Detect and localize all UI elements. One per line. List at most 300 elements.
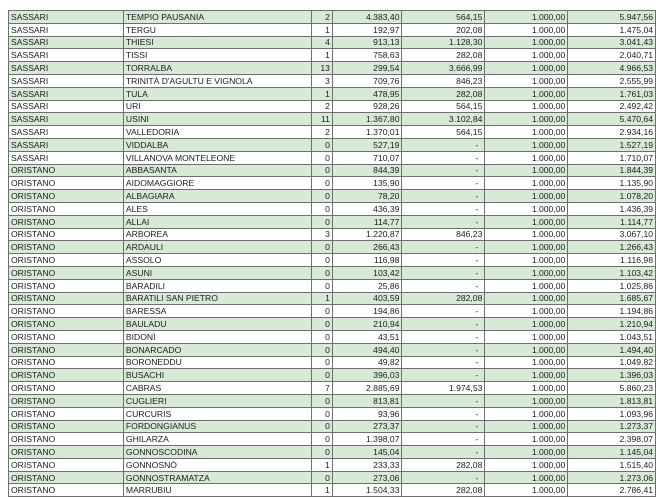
amount-cell: 25,86 — [332, 279, 402, 292]
additional-amount-cell: - — [402, 151, 485, 164]
province-cell: ORISTANO — [9, 330, 124, 343]
table-row — [9, 330, 656, 343]
total-cell: 1.396,03 — [568, 369, 656, 382]
fixed-amount-cell: 1.000,00 — [485, 228, 568, 241]
count-cell: 0 — [312, 420, 333, 433]
province-cell: ORISTANO — [9, 202, 124, 215]
fixed-amount-cell: 1.000,00 — [485, 126, 568, 139]
municipality-cell: ALLAI — [123, 215, 311, 228]
fixed-amount-cell: 1.000,00 — [485, 369, 568, 382]
municipality-cell: FORDONGIANUS — [123, 420, 311, 433]
amount-cell: 1.220,87 — [332, 228, 402, 241]
amount-cell: 233,33 — [332, 458, 402, 471]
total-cell: 1.116,98 — [568, 254, 656, 267]
total-cell: 3.041,43 — [568, 36, 656, 49]
municipality-cell: VALLEDORIA — [123, 126, 311, 139]
count-cell: 0 — [312, 177, 333, 190]
fixed-amount-cell: 1.000,00 — [485, 279, 568, 292]
count-cell: 1 — [312, 87, 333, 100]
additional-amount-cell: - — [402, 407, 485, 420]
total-cell: 1.078,20 — [568, 190, 656, 203]
fixed-amount-cell: 1.000,00 — [485, 138, 568, 151]
count-cell: 0 — [312, 446, 333, 459]
count-cell: 0 — [312, 279, 333, 292]
count-cell: 1 — [312, 458, 333, 471]
amount-cell: 145,04 — [332, 446, 402, 459]
fixed-amount-cell: 1.000,00 — [485, 49, 568, 62]
additional-amount-cell: - — [402, 279, 485, 292]
province-cell: SASSARI — [9, 126, 124, 139]
amount-cell: 273,37 — [332, 420, 402, 433]
table-row — [9, 458, 656, 471]
table-row — [9, 343, 656, 356]
province-cell: ORISTANO — [9, 356, 124, 369]
fixed-amount-cell: 1.000,00 — [485, 177, 568, 190]
municipality-cell: ASUNI — [123, 266, 311, 279]
fixed-amount-cell: 1.000,00 — [485, 420, 568, 433]
additional-amount-cell: - — [402, 241, 485, 254]
amount-cell: 1.398,07 — [332, 433, 402, 446]
province-cell: SASSARI — [9, 36, 124, 49]
count-cell: 0 — [312, 138, 333, 151]
municipality-cell: CUGLIERI — [123, 394, 311, 407]
total-cell: 2.934,16 — [568, 126, 656, 139]
table-row — [9, 11, 656, 24]
count-cell: 1 — [312, 49, 333, 62]
additional-amount-cell: - — [402, 177, 485, 190]
province-cell: ORISTANO — [9, 177, 124, 190]
amount-cell: 478,95 — [332, 87, 402, 100]
amount-cell: 266,43 — [332, 241, 402, 254]
municipality-cell: ALES — [123, 202, 311, 215]
table-row — [9, 74, 656, 87]
fixed-amount-cell: 1.000,00 — [485, 458, 568, 471]
province-cell: ORISTANO — [9, 266, 124, 279]
amount-cell: 527,19 — [332, 138, 402, 151]
municipality-funding-table — [8, 10, 656, 497]
additional-amount-cell: 282,08 — [402, 292, 485, 305]
table-row — [9, 279, 656, 292]
count-cell: 3 — [312, 228, 333, 241]
municipality-cell: TULA — [123, 87, 311, 100]
amount-cell: 758,63 — [332, 49, 402, 62]
count-cell: 1 — [312, 484, 333, 497]
province-cell: SASSARI — [9, 23, 124, 36]
municipality-cell: TERGU — [123, 23, 311, 36]
total-cell: 1.114,77 — [568, 215, 656, 228]
count-cell: 11 — [312, 113, 333, 126]
municipality-cell: TISSI — [123, 49, 311, 62]
municipality-cell: ARDAULI — [123, 241, 311, 254]
count-cell: 0 — [312, 394, 333, 407]
table-row — [9, 62, 656, 75]
additional-amount-cell: - — [402, 318, 485, 331]
fixed-amount-cell: 1.000,00 — [485, 62, 568, 75]
fixed-amount-cell: 1.000,00 — [485, 484, 568, 497]
province-cell: ORISTANO — [9, 279, 124, 292]
total-cell: 2.555,99 — [568, 74, 656, 87]
province-cell: ORISTANO — [9, 241, 124, 254]
total-cell: 1.710,07 — [568, 151, 656, 164]
additional-amount-cell: 3.666,99 — [402, 62, 485, 75]
province-cell: ORISTANO — [9, 215, 124, 228]
total-cell: 1.194,86 — [568, 305, 656, 318]
table-row — [9, 228, 656, 241]
additional-amount-cell: - — [402, 394, 485, 407]
province-cell: ORISTANO — [9, 292, 124, 305]
additional-amount-cell: - — [402, 266, 485, 279]
total-cell: 5.470,64 — [568, 113, 656, 126]
additional-amount-cell: 564,15 — [402, 100, 485, 113]
count-cell: 0 — [312, 151, 333, 164]
amount-cell: 710,07 — [332, 151, 402, 164]
count-cell: 0 — [312, 305, 333, 318]
amount-cell: 813,81 — [332, 394, 402, 407]
total-cell: 2.492,42 — [568, 100, 656, 113]
count-cell: 0 — [312, 356, 333, 369]
additional-amount-cell: - — [402, 446, 485, 459]
count-cell: 1 — [312, 292, 333, 305]
table-row — [9, 369, 656, 382]
table-row — [9, 190, 656, 203]
table-row — [9, 36, 656, 49]
additional-amount-cell: - — [402, 420, 485, 433]
count-cell: 2 — [312, 11, 333, 24]
additional-amount-cell: - — [402, 190, 485, 203]
additional-amount-cell: - — [402, 471, 485, 484]
province-cell: SASSARI — [9, 62, 124, 75]
table-row — [9, 254, 656, 267]
amount-cell: 210,94 — [332, 318, 402, 331]
amount-cell: 103,42 — [332, 266, 402, 279]
municipality-cell: ALBAGIARA — [123, 190, 311, 203]
fixed-amount-cell: 1.000,00 — [485, 305, 568, 318]
additional-amount-cell: - — [402, 164, 485, 177]
total-cell: 3.067,10 — [568, 228, 656, 241]
municipality-cell: ABBASANTA — [123, 164, 311, 177]
amount-cell: 135,90 — [332, 177, 402, 190]
fixed-amount-cell: 1.000,00 — [485, 215, 568, 228]
province-cell: ORISTANO — [9, 190, 124, 203]
province-cell: ORISTANO — [9, 394, 124, 407]
table-row — [9, 100, 656, 113]
fixed-amount-cell: 1.000,00 — [485, 100, 568, 113]
table-row — [9, 177, 656, 190]
total-cell: 1.761,03 — [568, 87, 656, 100]
municipality-cell: BAULADU — [123, 318, 311, 331]
province-cell: ORISTANO — [9, 420, 124, 433]
total-cell: 2.786,41 — [568, 484, 656, 497]
amount-cell: 192,97 — [332, 23, 402, 36]
total-cell: 1.813,81 — [568, 394, 656, 407]
count-cell: 0 — [312, 471, 333, 484]
table-row — [9, 126, 656, 139]
province-cell: ORISTANO — [9, 318, 124, 331]
total-cell: 1.436,39 — [568, 202, 656, 215]
table-row — [9, 215, 656, 228]
province-cell: ORISTANO — [9, 164, 124, 177]
municipality-cell: BUSACHI — [123, 369, 311, 382]
municipality-cell: GONNOSCODINA — [123, 446, 311, 459]
municipality-cell: ASSOLO — [123, 254, 311, 267]
amount-cell: 403,59 — [332, 292, 402, 305]
table-row — [9, 471, 656, 484]
municipality-cell: TEMPIO PAUSANIA — [123, 11, 311, 24]
amount-cell: 2.885,69 — [332, 382, 402, 395]
additional-amount-cell: - — [402, 305, 485, 318]
amount-cell: 116,98 — [332, 254, 402, 267]
table-row — [9, 113, 656, 126]
additional-amount-cell: - — [402, 215, 485, 228]
province-cell: ORISTANO — [9, 343, 124, 356]
additional-amount-cell: 282,08 — [402, 87, 485, 100]
total-cell: 1.103,42 — [568, 266, 656, 279]
table-row — [9, 164, 656, 177]
municipality-cell: ARBOREA — [123, 228, 311, 241]
total-cell: 1.043,51 — [568, 330, 656, 343]
total-cell: 1.266,43 — [568, 241, 656, 254]
province-cell: ORISTANO — [9, 305, 124, 318]
additional-amount-cell: - — [402, 343, 485, 356]
count-cell: 0 — [312, 343, 333, 356]
count-cell: 2 — [312, 126, 333, 139]
additional-amount-cell: 846,23 — [402, 74, 485, 87]
additional-amount-cell: 1.128,30 — [402, 36, 485, 49]
amount-cell: 299,54 — [332, 62, 402, 75]
fixed-amount-cell: 1.000,00 — [485, 36, 568, 49]
amount-cell: 1.504,33 — [332, 484, 402, 497]
municipality-cell: TRINITÀ D'AGULTU E VIGNOLA — [123, 74, 311, 87]
fixed-amount-cell: 1.000,00 — [485, 241, 568, 254]
additional-amount-cell: - — [402, 356, 485, 369]
province-cell: SASSARI — [9, 113, 124, 126]
count-cell: 0 — [312, 202, 333, 215]
fixed-amount-cell: 1.000,00 — [485, 202, 568, 215]
municipality-cell: TORRALBA — [123, 62, 311, 75]
total-cell: 2.040,71 — [568, 49, 656, 62]
total-cell: 2.398,07 — [568, 433, 656, 446]
municipality-cell: GHILARZA — [123, 433, 311, 446]
province-cell: SASSARI — [9, 11, 124, 24]
fixed-amount-cell: 1.000,00 — [485, 446, 568, 459]
count-cell: 0 — [312, 330, 333, 343]
total-cell: 5.947,56 — [568, 11, 656, 24]
total-cell: 4.966,53 — [568, 62, 656, 75]
table-body — [9, 11, 656, 497]
province-cell: SASSARI — [9, 151, 124, 164]
amount-cell: 913,13 — [332, 36, 402, 49]
table-row — [9, 446, 656, 459]
fixed-amount-cell: 1.000,00 — [485, 471, 568, 484]
amount-cell: 436,39 — [332, 202, 402, 215]
fixed-amount-cell: 1.000,00 — [485, 407, 568, 420]
amount-cell: 928,26 — [332, 100, 402, 113]
additional-amount-cell: - — [402, 254, 485, 267]
municipality-cell: USINI — [123, 113, 311, 126]
municipality-cell: URI — [123, 100, 311, 113]
additional-amount-cell: - — [402, 369, 485, 382]
total-cell: 1.475,04 — [568, 23, 656, 36]
fixed-amount-cell: 1.000,00 — [485, 23, 568, 36]
count-cell: 1 — [312, 23, 333, 36]
fixed-amount-cell: 1.000,00 — [485, 318, 568, 331]
additional-amount-cell: - — [402, 202, 485, 215]
municipality-cell: VIDDALBA — [123, 138, 311, 151]
province-cell: ORISTANO — [9, 446, 124, 459]
amount-cell: 43,51 — [332, 330, 402, 343]
municipality-cell: AIDOMAGGIORE — [123, 177, 311, 190]
count-cell: 0 — [312, 190, 333, 203]
additional-amount-cell: - — [402, 330, 485, 343]
amount-cell: 1.367,80 — [332, 113, 402, 126]
additional-amount-cell: 564,15 — [402, 11, 485, 24]
total-cell: 1.844,39 — [568, 164, 656, 177]
amount-cell: 273,06 — [332, 471, 402, 484]
table-row — [9, 87, 656, 100]
additional-amount-cell: 282,08 — [402, 49, 485, 62]
amount-cell: 844,39 — [332, 164, 402, 177]
table-row — [9, 382, 656, 395]
province-cell: SASSARI — [9, 49, 124, 62]
total-cell: 1.273,06 — [568, 471, 656, 484]
fixed-amount-cell: 1.000,00 — [485, 113, 568, 126]
fixed-amount-cell: 1.000,00 — [485, 292, 568, 305]
municipality-cell: BARADILI — [123, 279, 311, 292]
amount-cell: 114,77 — [332, 215, 402, 228]
province-cell: SASSARI — [9, 87, 124, 100]
municipality-cell: GONNOSNÒ — [123, 458, 311, 471]
fixed-amount-cell: 1.000,00 — [485, 382, 568, 395]
count-cell: 4 — [312, 36, 333, 49]
municipality-cell: BONARCADO — [123, 343, 311, 356]
amount-cell: 78,20 — [332, 190, 402, 203]
table-row — [9, 202, 656, 215]
province-cell: ORISTANO — [9, 254, 124, 267]
count-cell: 2 — [312, 100, 333, 113]
fixed-amount-cell: 1.000,00 — [485, 266, 568, 279]
municipality-cell: THIESI — [123, 36, 311, 49]
municipality-cell: BARATILI SAN PIETRO — [123, 292, 311, 305]
municipality-cell: CURCURIS — [123, 407, 311, 420]
municipality-cell: BIDONÌ — [123, 330, 311, 343]
count-cell: 7 — [312, 382, 333, 395]
municipality-cell: MARRUBIU — [123, 484, 311, 497]
amount-cell: 494,40 — [332, 343, 402, 356]
municipality-cell: GONNOSTRAMATZA — [123, 471, 311, 484]
province-cell: ORISTANO — [9, 369, 124, 382]
count-cell: 0 — [312, 318, 333, 331]
amount-cell: 1.370,01 — [332, 126, 402, 139]
amount-cell: 194,86 — [332, 305, 402, 318]
fixed-amount-cell: 1.000,00 — [485, 151, 568, 164]
count-cell: 0 — [312, 433, 333, 446]
total-cell: 1.685,67 — [568, 292, 656, 305]
amount-cell: 49,82 — [332, 356, 402, 369]
province-cell: ORISTANO — [9, 228, 124, 241]
table-row — [9, 305, 656, 318]
total-cell: 1.210,94 — [568, 318, 656, 331]
province-cell: ORISTANO — [9, 382, 124, 395]
count-cell: 0 — [312, 215, 333, 228]
total-cell: 1.135,90 — [568, 177, 656, 190]
fixed-amount-cell: 1.000,00 — [485, 433, 568, 446]
table-row — [9, 23, 656, 36]
additional-amount-cell: 202,08 — [402, 23, 485, 36]
additional-amount-cell: - — [402, 433, 485, 446]
fixed-amount-cell: 1.000,00 — [485, 164, 568, 177]
additional-amount-cell: 846,23 — [402, 228, 485, 241]
table-row — [9, 241, 656, 254]
additional-amount-cell: 282,08 — [402, 484, 485, 497]
municipality-cell: CABRAS — [123, 382, 311, 395]
table-row — [9, 420, 656, 433]
province-cell: ORISTANO — [9, 407, 124, 420]
count-cell: 0 — [312, 407, 333, 420]
table-row — [9, 292, 656, 305]
count-cell: 13 — [312, 62, 333, 75]
fixed-amount-cell: 1.000,00 — [485, 190, 568, 203]
total-cell: 1.494,40 — [568, 343, 656, 356]
table-row — [9, 318, 656, 331]
fixed-amount-cell: 1.000,00 — [485, 74, 568, 87]
municipality-cell: BORONEDDU — [123, 356, 311, 369]
count-cell: 0 — [312, 266, 333, 279]
municipality-cell: VILLANOVA MONTELEONE — [123, 151, 311, 164]
total-cell: 1.515,40 — [568, 458, 656, 471]
table-row — [9, 151, 656, 164]
province-cell: SASSARI — [9, 100, 124, 113]
table-row — [9, 394, 656, 407]
additional-amount-cell: 3.102,84 — [402, 113, 485, 126]
fixed-amount-cell: 1.000,00 — [485, 87, 568, 100]
fixed-amount-cell: 1.000,00 — [485, 343, 568, 356]
table-row — [9, 356, 656, 369]
table-row — [9, 266, 656, 279]
amount-cell: 396,03 — [332, 369, 402, 382]
count-cell: 0 — [312, 254, 333, 267]
table-row — [9, 138, 656, 151]
fixed-amount-cell: 1.000,00 — [485, 394, 568, 407]
province-cell: ORISTANO — [9, 433, 124, 446]
total-cell: 5.860,23 — [568, 382, 656, 395]
fixed-amount-cell: 1.000,00 — [485, 254, 568, 267]
table-row — [9, 433, 656, 446]
province-cell: ORISTANO — [9, 484, 124, 497]
province-cell: ORISTANO — [9, 458, 124, 471]
count-cell: 0 — [312, 369, 333, 382]
total-cell: 1.527,19 — [568, 138, 656, 151]
total-cell: 1.093,96 — [568, 407, 656, 420]
province-cell: SASSARI — [9, 74, 124, 87]
amount-cell: 4.383,40 — [332, 11, 402, 24]
fixed-amount-cell: 1.000,00 — [485, 330, 568, 343]
amount-cell: 93,96 — [332, 407, 402, 420]
count-cell: 0 — [312, 241, 333, 254]
additional-amount-cell: - — [402, 138, 485, 151]
count-cell: 0 — [312, 164, 333, 177]
additional-amount-cell: 282,08 — [402, 458, 485, 471]
count-cell: 3 — [312, 74, 333, 87]
total-cell: 1.025,86 — [568, 279, 656, 292]
additional-amount-cell: 564,15 — [402, 126, 485, 139]
amount-cell: 709,76 — [332, 74, 402, 87]
table-row — [9, 407, 656, 420]
province-cell: ORISTANO — [9, 471, 124, 484]
total-cell: 1.145,04 — [568, 446, 656, 459]
total-cell: 1.273,37 — [568, 420, 656, 433]
total-cell: 1.049,82 — [568, 356, 656, 369]
table-row — [9, 484, 656, 497]
